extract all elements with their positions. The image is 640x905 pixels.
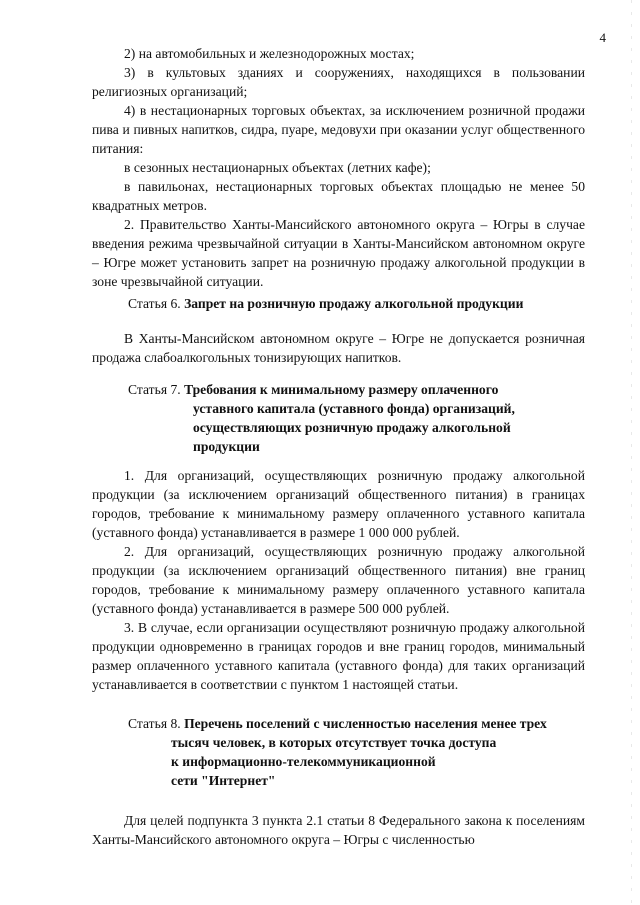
article-8-title-line-1: Перечень поселений с численностью населения менее трех: [184, 716, 547, 731]
article-7-paragraph-2: 2. Для организаций, осуществляющих розничную продажу алкогольной продукции (за исключением организаций общественного питания) вне границ городов, требование к минимальному размеру оплаченного уставного капитала (уставного фонда) устанавливается в размере 500 000 рублей.: [92, 544, 585, 616]
list-item-pavilions: в павильонах, нестационарных торговых объектах площадью не менее 50 квадратных метров.: [92, 179, 585, 213]
scan-edge-artifact: [631, 0, 632, 905]
article-8-heading: [92, 714, 592, 794]
paragraph-government-ban: 2. Правительство Ханты-Мансийского автономного округа – Югры в случае введения режима чрезвычайной ситуации в Ханты-Мансийском автономном округе – Югре может установить запрет на розничную продажу алкогольной продукции в зоне чрезвычайной ситуации.: [92, 217, 585, 289]
article-7-title-line-3: осуществляющих розничную продажу алкогольной: [193, 420, 511, 435]
article-7-heading: [92, 380, 592, 460]
article-8-title-line-3: к информационно-телекоммуникационной: [171, 754, 436, 769]
page-number: 4: [599, 30, 606, 45]
article-7-label: Статья 7.: [128, 382, 181, 397]
article-8-text: Для целей подпункта 3 пункта 2.1 статьи 8 Федерального закона к поселениям Ханты-Мансийского автономного округа – Югры с численностью: [92, 813, 585, 847]
article-6-label: Статья 6.: [128, 296, 181, 311]
list-item-nonstationary-objects: 4) в нестационарных торговых объектах, за исключением розничной продажи пива и пивных напитков, сидра, пуаре, медовухи при оказании услуг общественного питания:: [92, 103, 585, 156]
article-6-title: Запрет на розничную продажу алкогольной продукции: [184, 296, 524, 311]
article-7-title-line-4: продукции: [193, 439, 260, 454]
article-7-title-line-2: уставного капитала (уставного фонда) организаций,: [193, 401, 515, 416]
article-8-title-line-2: тысяч человек, в которых отсутствует точка доступа: [171, 735, 497, 750]
list-item-religious-buildings: 3) в культовых зданиях и сооружениях, находящихся в пользовании религиозных организаций;: [92, 65, 585, 99]
article-8-title-line-4: сети "Интернет": [171, 773, 276, 788]
article-7-title-line-1: Требования к минимальному размеру оплаченного: [184, 382, 499, 397]
article-7-paragraph-3: 3. В случае, если организации осуществляют розничную продажу алкогольной продукции одновременно в границах городов и вне границ городов, минимальный размер оплаченного уставного капитала (уставного фонда) для таких организаций устанавливается в соответствии с пунктом 1 настоящей статьи.: [92, 620, 585, 692]
list-item-seasonal-cafes: в сезонных нестационарных объектах (летних кафе);: [124, 160, 431, 175]
article-7-paragraph-1: 1. Для организаций, осуществляющих розничную продажу алкогольной продукции (за исключением организаций общественного питания) в границах городов, требование к минимальному размеру оплаченного уставного капитала (уставного фонда) устанавливается в размере 1 000 000 рублей.: [92, 468, 585, 540]
list-item-bridges: 2) на автомобильных и железнодорожных мостах;: [124, 46, 415, 61]
article-8-label: Статья 8.: [128, 716, 181, 731]
article-6-text: В Ханты-Мансийском автономном округе – Югре не допускается розничная продажа слабоалкогольных тонизирующих напитков.: [92, 331, 585, 365]
